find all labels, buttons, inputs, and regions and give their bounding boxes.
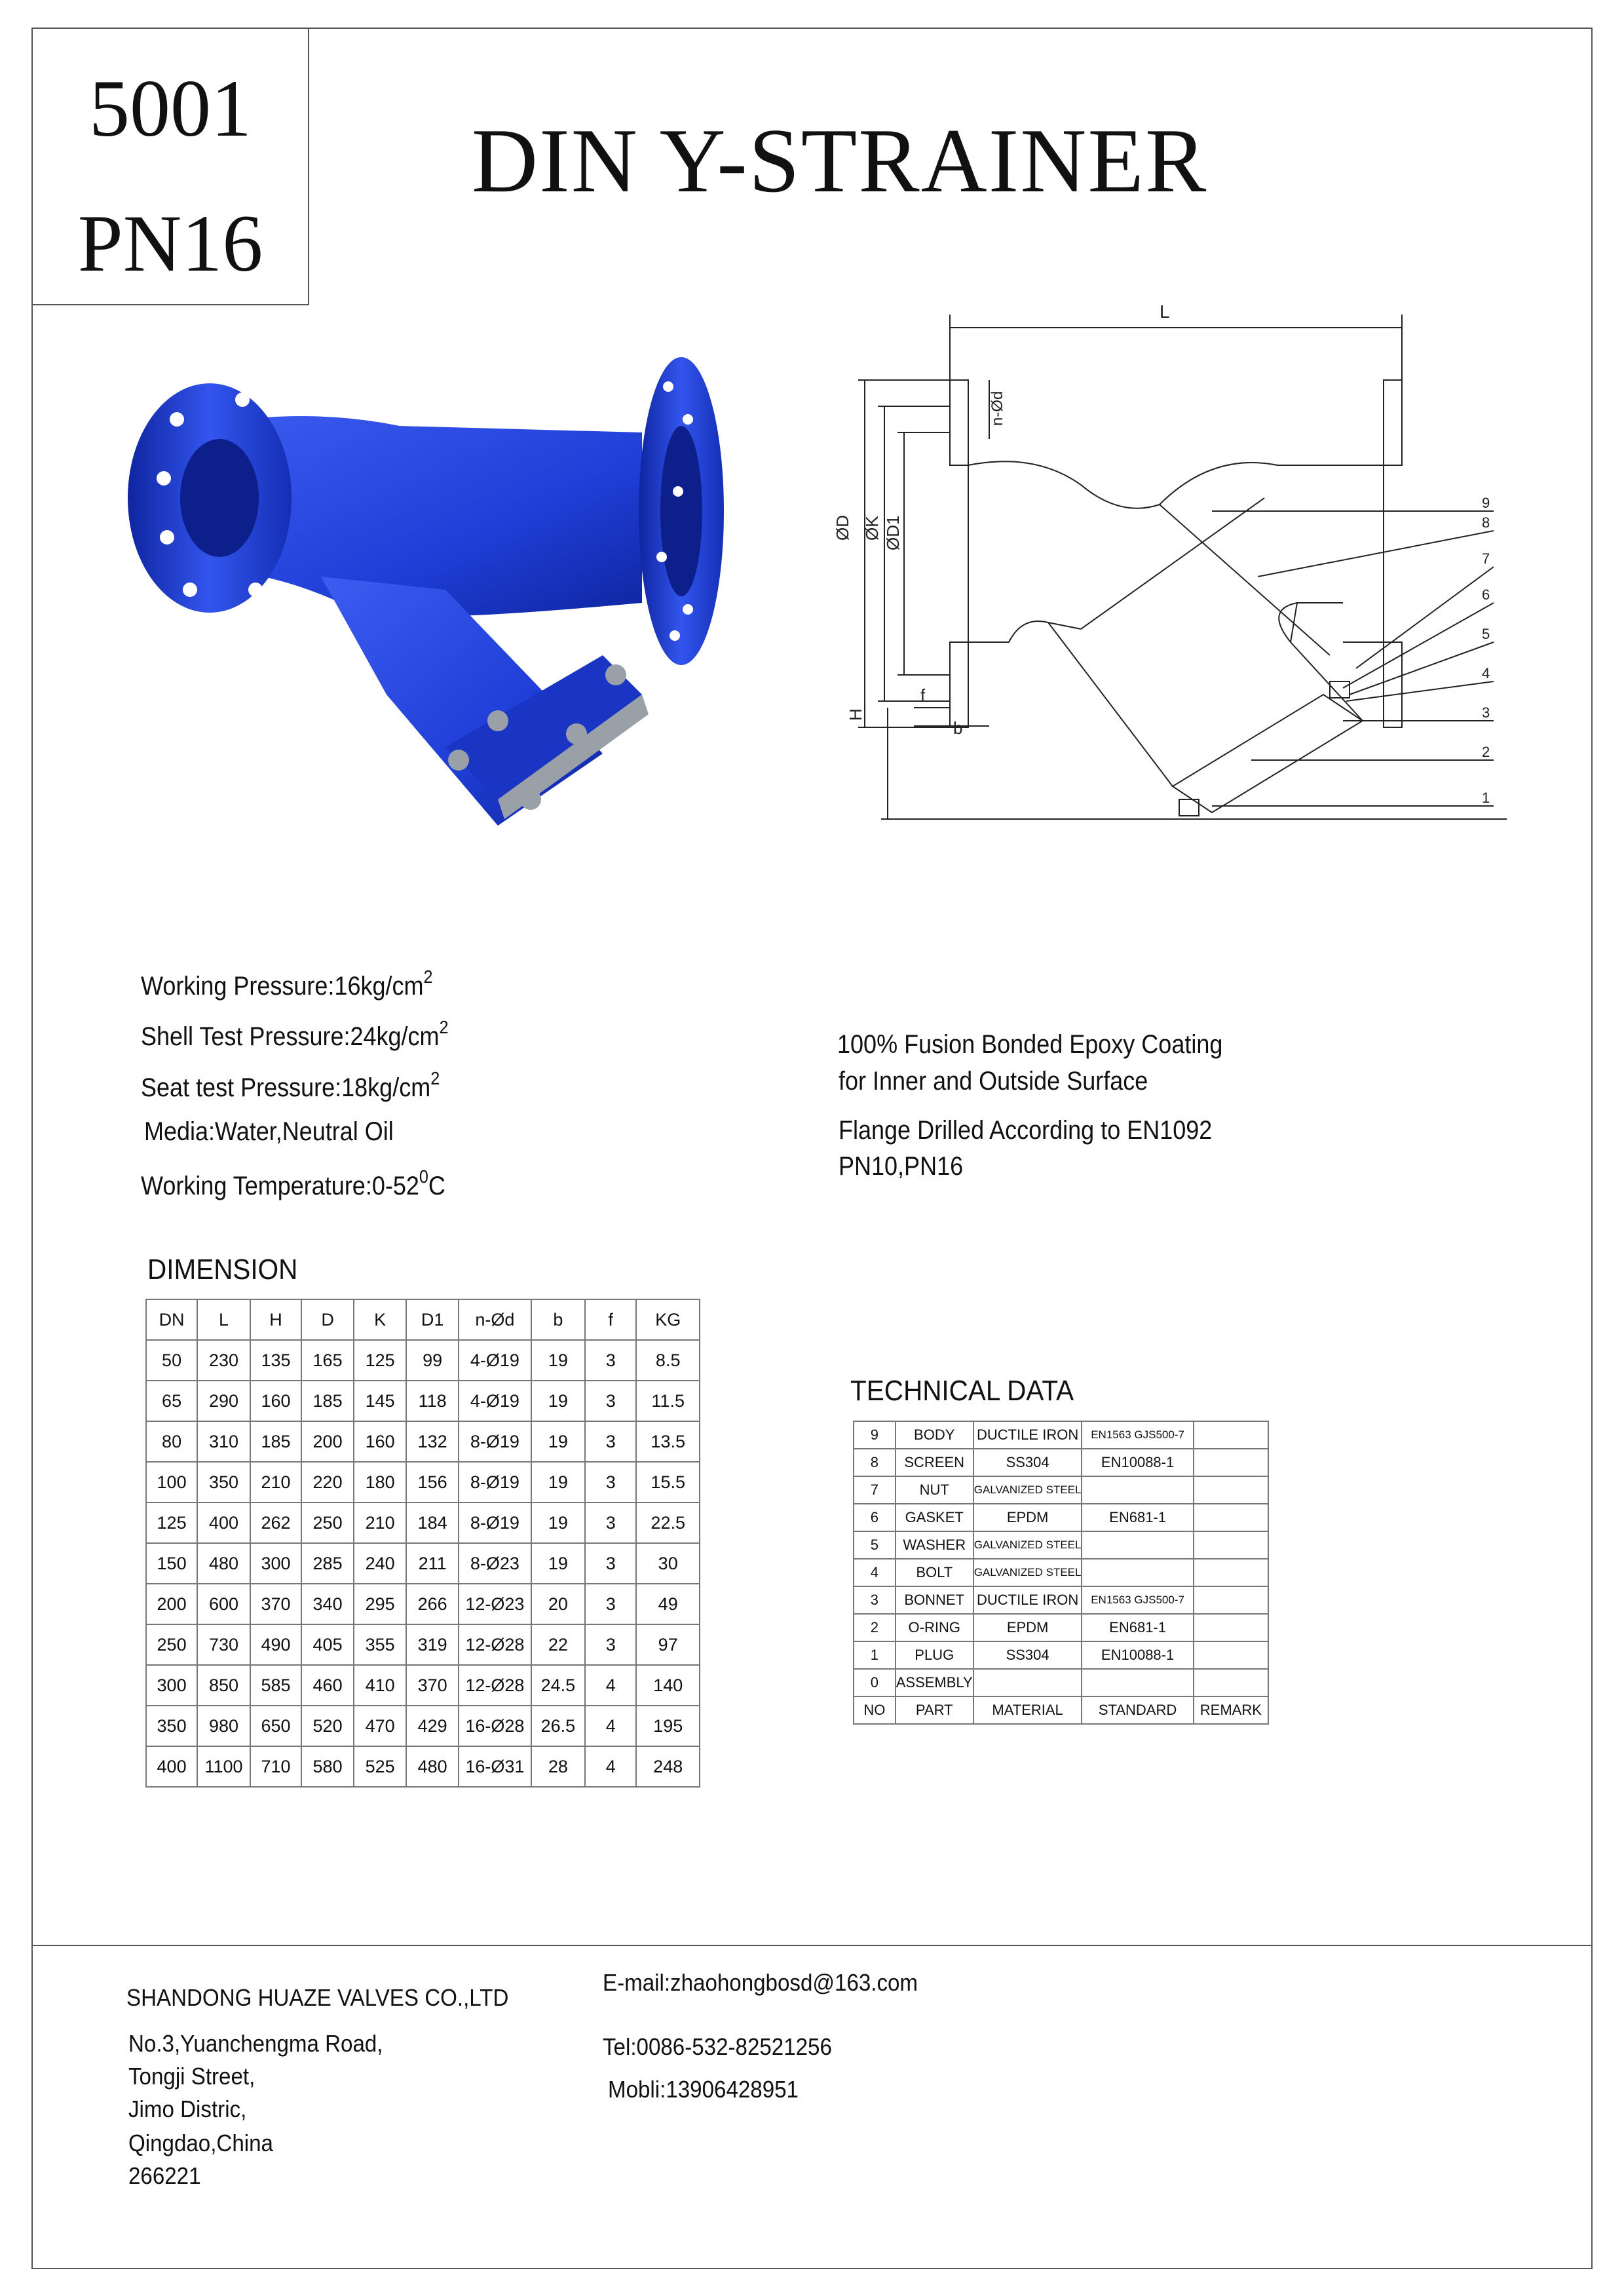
- table-cell: 80: [146, 1421, 197, 1462]
- table-cell: 16-Ø31: [459, 1746, 531, 1787]
- label-nd: n-Ød: [989, 391, 1006, 426]
- table-cell: 6: [854, 1504, 896, 1531]
- table-row: [854, 1614, 1268, 1641]
- label-b: b: [953, 718, 963, 738]
- table-cell: GALVANIZED STEEL: [973, 1531, 1082, 1559]
- dimension-heading: DIMENSION: [147, 1253, 298, 1286]
- col-header: n-Ød: [459, 1299, 531, 1340]
- table-cell: [1194, 1476, 1268, 1504]
- col-header: K: [354, 1299, 406, 1340]
- table-cell: 160: [354, 1421, 406, 1462]
- table-cell: 24.5: [531, 1665, 585, 1706]
- table-cell: 8-Ø19: [459, 1421, 531, 1462]
- table-cell: 15.5: [636, 1462, 700, 1502]
- table-row: [146, 1665, 700, 1706]
- contact-mobile: Mobli:13906428951: [608, 2076, 799, 2103]
- table-cell: 3: [585, 1624, 636, 1665]
- table-cell: 210: [250, 1462, 301, 1502]
- table-cell: [1194, 1449, 1268, 1476]
- table-cell: 4-Ø19: [459, 1381, 531, 1421]
- table-cell: 160: [250, 1381, 301, 1421]
- table-cell: 11.5: [636, 1381, 700, 1421]
- table-cell: [1082, 1531, 1193, 1559]
- table-cell: 8: [854, 1449, 896, 1476]
- table-row: [146, 1746, 700, 1787]
- table-cell: 211: [406, 1543, 459, 1584]
- table-row: [146, 1584, 700, 1624]
- table-cell: [1194, 1641, 1268, 1669]
- table-cell: EPDM: [973, 1614, 1082, 1641]
- feature-flange-1: Flange Drilled According to EN1092: [839, 1116, 1213, 1145]
- footer-divider: [31, 1945, 1593, 1946]
- table-cell: 210: [354, 1502, 406, 1543]
- address-line-3: Jimo Distric,: [128, 2095, 247, 2122]
- table-cell: 12-Ø28: [459, 1665, 531, 1706]
- table-cell: WASHER: [896, 1531, 973, 1559]
- table-cell: 290: [197, 1381, 250, 1421]
- table-cell: 19: [531, 1543, 585, 1584]
- spec-media: Media:Water,Neutral Oil: [144, 1117, 394, 1146]
- table-header-row: [854, 1696, 1268, 1724]
- table-cell: 490: [250, 1624, 301, 1665]
- col-header: REMARK: [1194, 1696, 1268, 1724]
- table-cell: 3: [585, 1502, 636, 1543]
- table-cell: 4: [585, 1746, 636, 1787]
- address-line-1: No.3,Yuanchengma Road,: [128, 2030, 383, 2057]
- contact-tel: Tel:0086-532-82521256: [603, 2033, 832, 2060]
- table-cell: 200: [301, 1421, 354, 1462]
- table-row: [854, 1531, 1268, 1559]
- table-row: [146, 1381, 700, 1421]
- spec-temperature: Working $Temperature:0-52^0C$: [141, 1166, 445, 1200]
- col-header: STANDARD: [1082, 1696, 1193, 1724]
- table-cell: 3: [585, 1421, 636, 1462]
- table-cell: 470: [354, 1706, 406, 1746]
- table-cell: 50: [146, 1340, 197, 1381]
- table-cell: 266: [406, 1584, 459, 1624]
- technical-heading: TECHNICAL DATA: [850, 1375, 1074, 1407]
- table-cell: [1194, 1421, 1268, 1449]
- table-cell: 165: [301, 1340, 354, 1381]
- technical-drawing: [753, 288, 1539, 852]
- table-cell: [1082, 1559, 1193, 1586]
- table-cell: BOLT: [896, 1559, 973, 1586]
- table-cell: 150: [146, 1543, 197, 1584]
- table-row: [146, 1543, 700, 1584]
- table-cell: 980: [197, 1706, 250, 1746]
- table-cell: 410: [354, 1665, 406, 1706]
- table-cell: 600: [197, 1584, 250, 1624]
- part-label-2: 2: [1482, 744, 1490, 760]
- spec-shell-test: Shell Test $Pressure:24kg/cm^2$: [141, 1017, 449, 1051]
- table-cell: DUCTILE IRON: [973, 1421, 1082, 1449]
- feature-coating-1: 100% Fusion Bonded Epoxy Coating: [837, 1030, 1223, 1059]
- table-cell: 8-Ø19: [459, 1502, 531, 1543]
- table-cell: 65: [146, 1381, 197, 1421]
- table-cell: 99: [406, 1340, 459, 1381]
- table-cell: 118: [406, 1381, 459, 1421]
- table-cell: 26.5: [531, 1706, 585, 1746]
- table-cell: 125: [146, 1502, 197, 1543]
- table-cell: 135: [250, 1340, 301, 1381]
- table-cell: 125: [354, 1340, 406, 1381]
- table-cell: [1194, 1614, 1268, 1641]
- part-label-7: 7: [1482, 550, 1490, 567]
- table-cell: 4: [585, 1706, 636, 1746]
- col-header: NO: [854, 1696, 896, 1724]
- model-box: [31, 28, 309, 305]
- table-cell: [1194, 1669, 1268, 1696]
- col-header: D: [301, 1299, 354, 1340]
- table-cell: ASSEMBLY: [896, 1669, 973, 1696]
- table-cell: 460: [301, 1665, 354, 1706]
- table-cell: SCREEN: [896, 1449, 973, 1476]
- col-header: H: [250, 1299, 301, 1340]
- table-cell: 248: [636, 1746, 700, 1787]
- table-cell: 3: [585, 1543, 636, 1584]
- feature-flange-2: PN10,PN16: [839, 1152, 964, 1181]
- col-header: KG: [636, 1299, 700, 1340]
- feature-coating-2: for Inner and Outside Surface: [839, 1067, 1148, 1096]
- part-label-1: 1: [1482, 790, 1490, 806]
- dimension-table: [145, 1299, 700, 1788]
- col-header: DN: [146, 1299, 197, 1340]
- table-cell: 19: [531, 1381, 585, 1421]
- table-cell: 3: [585, 1340, 636, 1381]
- label-L: L: [1160, 301, 1170, 322]
- table-cell: 429: [406, 1706, 459, 1746]
- table-cell: 480: [406, 1746, 459, 1787]
- table-cell: 350: [146, 1706, 197, 1746]
- table-cell: 200: [146, 1584, 197, 1624]
- label-OD: ØD: [833, 515, 852, 541]
- table-cell: 3: [585, 1462, 636, 1502]
- table-row: [854, 1669, 1268, 1696]
- table-cell: EN681-1: [1082, 1504, 1193, 1531]
- table-cell: 262: [250, 1502, 301, 1543]
- table-header-row: [146, 1299, 700, 1340]
- table-cell: 16-Ø28: [459, 1706, 531, 1746]
- address-line-5: 266221: [128, 2162, 201, 2189]
- table-cell: 185: [250, 1421, 301, 1462]
- table-cell: 230: [197, 1340, 250, 1381]
- table-cell: 195: [636, 1706, 700, 1746]
- part-label-6: 6: [1482, 586, 1490, 603]
- address-line-2: Tongji Street,: [128, 2063, 255, 2090]
- table-cell: GASKET: [896, 1504, 973, 1531]
- table-cell: 580: [301, 1746, 354, 1787]
- table-cell: 2: [854, 1614, 896, 1641]
- table-cell: 7: [854, 1476, 896, 1504]
- table-cell: 8-Ø19: [459, 1462, 531, 1502]
- table-row: [146, 1624, 700, 1665]
- table-row: [854, 1641, 1268, 1669]
- table-cell: 22: [531, 1624, 585, 1665]
- table-cell: SS304: [973, 1641, 1082, 1669]
- table-cell: 19: [531, 1421, 585, 1462]
- table-cell: 405: [301, 1624, 354, 1665]
- table-cell: 300: [250, 1543, 301, 1584]
- table-cell: 1100: [197, 1746, 250, 1787]
- table-cell: [1194, 1559, 1268, 1586]
- table-cell: GALVANIZED STEEL: [973, 1476, 1082, 1504]
- table-cell: 355: [354, 1624, 406, 1665]
- table-cell: EPDM: [973, 1504, 1082, 1531]
- table-cell: 19: [531, 1340, 585, 1381]
- table-cell: EN1563 GJS500-7: [1082, 1586, 1193, 1614]
- table-row: [854, 1504, 1268, 1531]
- part-label-4: 4: [1482, 665, 1490, 681]
- table-cell: 585: [250, 1665, 301, 1706]
- table-cell: 9: [854, 1421, 896, 1449]
- spec-seat-test: Seat test $Pressure:18kg/cm^2$: [141, 1068, 440, 1102]
- table-row: [854, 1421, 1268, 1449]
- table-cell: 350: [197, 1462, 250, 1502]
- col-header: L: [197, 1299, 250, 1340]
- table-cell: 49: [636, 1584, 700, 1624]
- table-row: [854, 1586, 1268, 1614]
- table-cell: [1194, 1531, 1268, 1559]
- table-cell: 132: [406, 1421, 459, 1462]
- table-cell: 185: [301, 1381, 354, 1421]
- table-cell: 8.5: [636, 1340, 700, 1381]
- table-cell: 145: [354, 1381, 406, 1421]
- table-cell: [973, 1669, 1082, 1696]
- table-cell: 140: [636, 1665, 700, 1706]
- col-header: b: [531, 1299, 585, 1340]
- table-cell: 19: [531, 1462, 585, 1502]
- table-cell: [1082, 1476, 1193, 1504]
- table-cell: 400: [146, 1746, 197, 1787]
- table-cell: 730: [197, 1624, 250, 1665]
- table-cell: 156: [406, 1462, 459, 1502]
- table-cell: 3: [854, 1586, 896, 1614]
- table-cell: 8-Ø23: [459, 1543, 531, 1584]
- table-cell: 0: [854, 1669, 896, 1696]
- table-cell: 300: [146, 1665, 197, 1706]
- table-cell: 13.5: [636, 1421, 700, 1462]
- table-cell: 310: [197, 1421, 250, 1462]
- table-cell: 4: [854, 1559, 896, 1586]
- part-label-3: 3: [1482, 704, 1490, 721]
- table-cell: 5: [854, 1531, 896, 1559]
- table-cell: 850: [197, 1665, 250, 1706]
- table-cell: GALVANIZED STEEL: [973, 1559, 1082, 1586]
- table-row: [146, 1340, 700, 1381]
- part-label-9: 9: [1482, 495, 1490, 511]
- table-cell: 220: [301, 1462, 354, 1502]
- table-cell: 480: [197, 1543, 250, 1584]
- table-row: [854, 1449, 1268, 1476]
- table-cell: [1082, 1669, 1193, 1696]
- spec-working-pressure: Working $Pressure:16kg/cm^2$: [141, 966, 433, 1001]
- label-f: f: [920, 685, 926, 705]
- table-cell: 240: [354, 1543, 406, 1584]
- strainer-photo: [105, 328, 734, 852]
- table-cell: 525: [354, 1746, 406, 1787]
- label-H: H: [846, 708, 865, 721]
- table-cell: 3: [585, 1381, 636, 1421]
- table-cell: 184: [406, 1502, 459, 1543]
- col-header: MATERIAL: [973, 1696, 1082, 1724]
- pressure-class: PN16: [77, 199, 263, 288]
- label-OK: ØK: [862, 516, 882, 541]
- table-row: [146, 1706, 700, 1746]
- table-cell: O-RING: [896, 1614, 973, 1641]
- model-number: 5001: [89, 64, 252, 153]
- table-cell: 28: [531, 1746, 585, 1787]
- col-header: f: [585, 1299, 636, 1340]
- table-cell: 250: [301, 1502, 354, 1543]
- table-cell: EN1563 GJS500-7: [1082, 1421, 1193, 1449]
- table-cell: 22.5: [636, 1502, 700, 1543]
- table-cell: 19: [531, 1502, 585, 1543]
- table-cell: 295: [354, 1584, 406, 1624]
- table-cell: 100: [146, 1462, 197, 1502]
- col-header: PART: [896, 1696, 973, 1724]
- table-cell: EN10088-1: [1082, 1449, 1193, 1476]
- table-row: [146, 1502, 700, 1543]
- table-cell: 340: [301, 1584, 354, 1624]
- table-row: [146, 1462, 700, 1502]
- table-cell: 97: [636, 1624, 700, 1665]
- table-cell: 1: [854, 1641, 896, 1669]
- table-cell: 180: [354, 1462, 406, 1502]
- part-label-8: 8: [1482, 514, 1490, 531]
- table-cell: 4-Ø19: [459, 1340, 531, 1381]
- table-cell: NUT: [896, 1476, 973, 1504]
- table-cell: 20: [531, 1584, 585, 1624]
- table-cell: 3: [585, 1584, 636, 1624]
- table-cell: 30: [636, 1543, 700, 1584]
- contact-email: E-mail:zhaohongbosd@163.com: [603, 1969, 918, 1996]
- table-row: [854, 1476, 1268, 1504]
- table-cell: 520: [301, 1706, 354, 1746]
- table-cell: EN681-1: [1082, 1614, 1193, 1641]
- table-cell: PLUG: [896, 1641, 973, 1669]
- table-cell: 250: [146, 1624, 197, 1665]
- table-row: [146, 1421, 700, 1462]
- table-cell: 370: [406, 1665, 459, 1706]
- table-cell: 710: [250, 1746, 301, 1787]
- table-cell: BODY: [896, 1421, 973, 1449]
- table-cell: 4: [585, 1665, 636, 1706]
- table-cell: [1194, 1586, 1268, 1614]
- table-cell: 650: [250, 1706, 301, 1746]
- table-cell: 285: [301, 1543, 354, 1584]
- company-name: SHANDONG HUAZE VALVES CO.,LTD: [126, 1984, 509, 2011]
- col-header: D1: [406, 1299, 459, 1340]
- table-cell: BONNET: [896, 1586, 973, 1614]
- table-cell: SS304: [973, 1449, 1082, 1476]
- table-cell: 319: [406, 1624, 459, 1665]
- table-row: [854, 1559, 1268, 1586]
- label-OD1: ØD1: [883, 515, 903, 550]
- table-cell: [1194, 1504, 1268, 1531]
- address-line-4: Qingdao,China: [128, 2130, 273, 2156]
- technical-table: [853, 1421, 1269, 1725]
- part-label-5: 5: [1482, 626, 1490, 642]
- table-cell: 400: [197, 1502, 250, 1543]
- table-cell: 12-Ø28: [459, 1624, 531, 1665]
- page-title: DIN Y-STRAINER: [472, 110, 1208, 212]
- table-cell: 370: [250, 1584, 301, 1624]
- table-cell: 12-Ø23: [459, 1584, 531, 1624]
- table-cell: DUCTILE IRON: [973, 1586, 1082, 1614]
- table-cell: EN10088-1: [1082, 1641, 1193, 1669]
